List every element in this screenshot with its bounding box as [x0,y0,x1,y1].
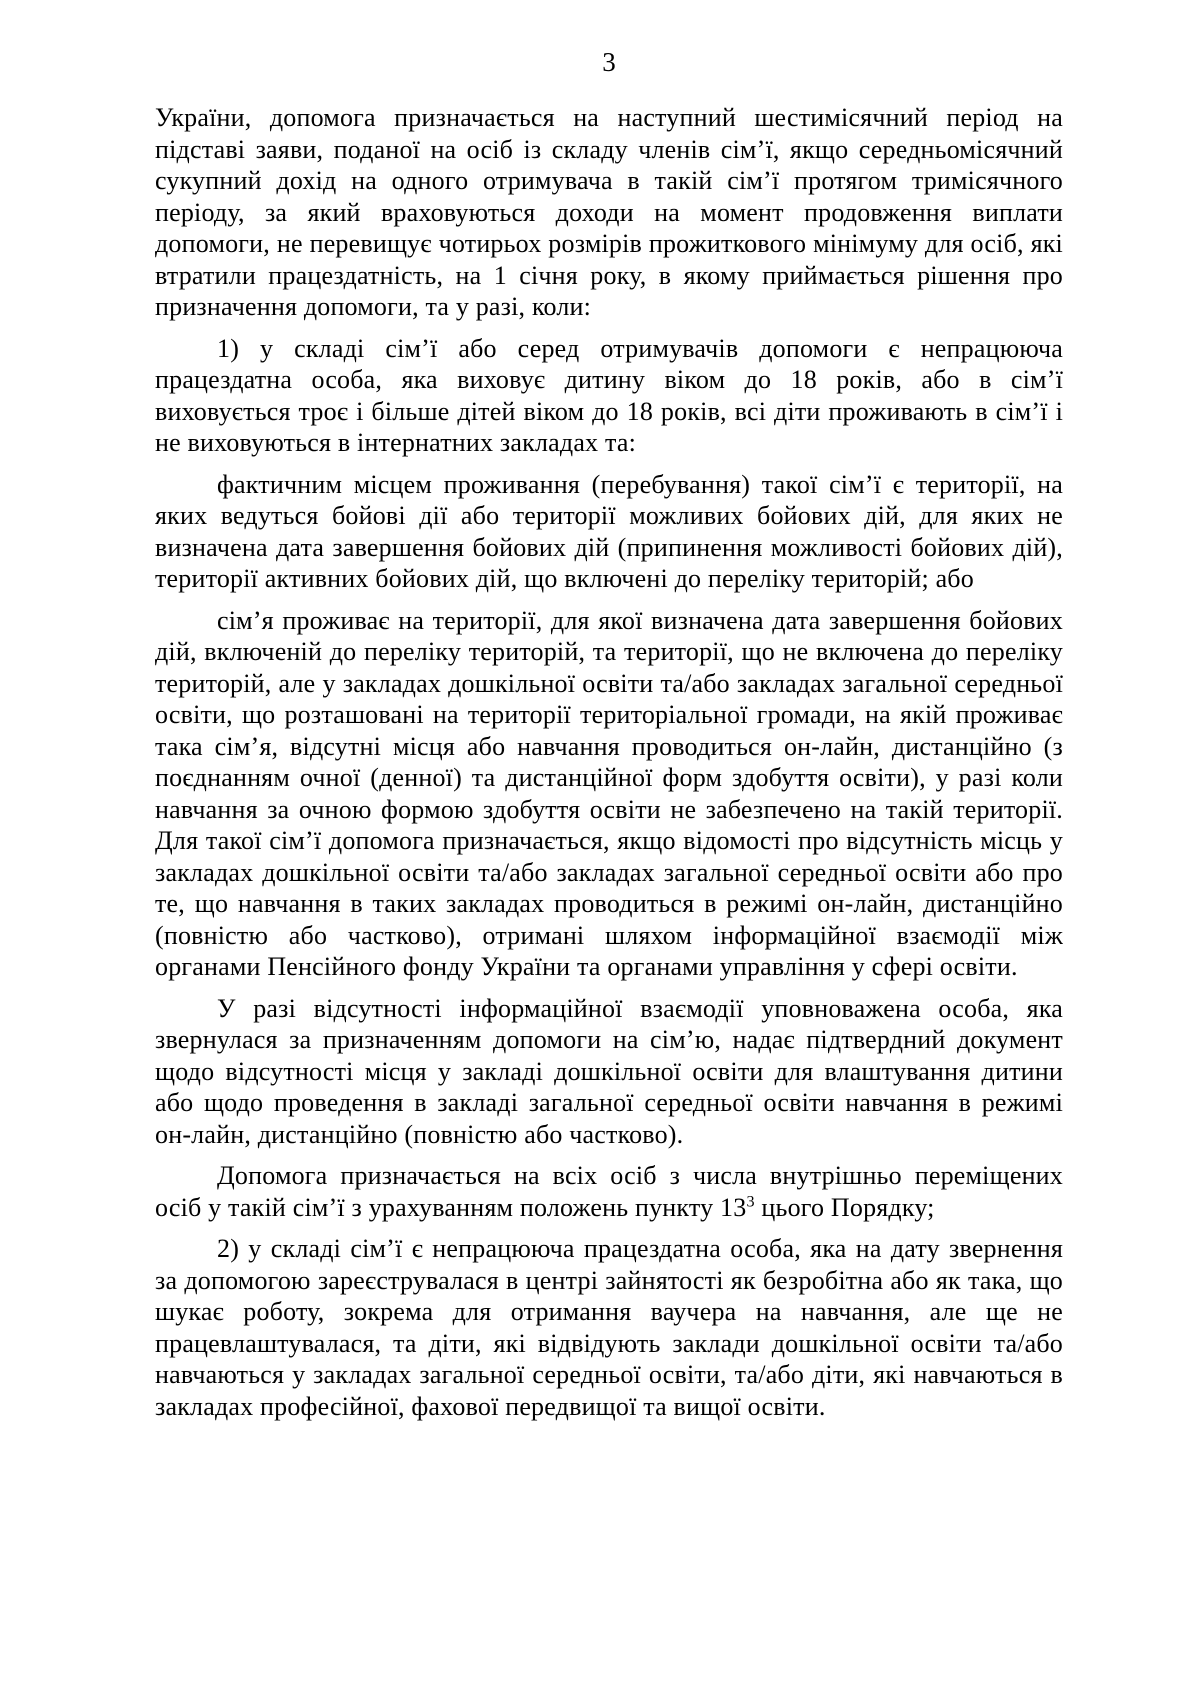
paragraph-actual-residence: фактичним місцем проживання (перебування) такої сім’ї є території, на яких ведуться бойові дії або території можливих бойових дій, для яких не визначена дата завершення бойових дій (припинення можливості бойових дій), території активних бойових дій, що включені до переліку територій; або [155,469,1063,593]
paragraph-item-2: 2) у складі сім’ї є непрацююча працездатна особа, яка на дату звернення за допомогою зареєструвалася в центрі зайнятості як безробітна або як така, що шукає роботу, зокрема для отримання ваучера на навчання, але ще не працевлаштувалася, та діти, які відвідують заклади дошкільної освіти та/або навчаються у закладах загальної середньої освіти, та/або діти, які навчаються в закладах професійної, фахової передвищої та вищої освіти. [155,1234,1063,1421]
paragraph-idp-text-after-superscript: цього Порядку; [754,1192,935,1222]
superscript-footnote-number: 3 [746,1192,755,1210]
paragraph-no-information-exchange: У разі відсутності інформаційної взаємодії уповноважена особа, яка звернулася за призначенням допомоги на сім’ю, надає підтвердний документ щодо відсутності місця у закладі дошкільної освіти для влаштування дитини або щодо проведення в закладі загальної середньої освіти навчання в режимі он-лайн, дистанційно (повністю або частково). [155,993,1063,1149]
paragraph-idp-text-before-superscript: Допомога призначається на всіх осіб з числа внутрішньо переміщених осіб у такій сім’ї з урахуванням положень пункту 13 [155,1161,1063,1222]
paragraph-idp-persons [155,1160,1063,1223]
paragraph-intro: України, допомога призначається на наступний шестимісячний період на підставі заяви, поданої на осіб із складу членів сім’ї, якщо середньомісячний сукупний дохід на одного отримувача в такій сім’ї протягом тримісячного періоду, за який враховуються доходи на момент продовження виплати допомоги, не перевищує чотирьох розмірів прожиткового мінімуму для осіб, які втратили працездатність, на 1 січня року, в якому приймається рішення про призначення допомоги, та у разі, коли: [155,103,1063,321]
paragraph-family-territory: сім’я проживає на території, для якої визначена дата завершення бойових дій, включеній до переліку територій, та території, що не включена до переліку територій, але у закладах дошкільної освіти та/або закладах загальної середньої освіти, що розташовані на території територіальної громади, на якій проживає така сім’я, відсутні місця або навчання проводиться он-лайн, дистанційно (з поєднанням очної (денної) та дистанційної форм здобуття освіти), у разі коли навчання за очною формою здобуття освіти не забезпечено на такій території. Для такої сім’ї допомога призначається, якщо відомості про відсутність місць у закладах дошкільної освіти та/або закладах загальної середньої освіти або про те, що навчання в таких закладах проводиться в режимі он-лайн, дистанційно (повністю або частково), отримані шляхом інформаційної взаємодії між органами Пенсійного фонду України та органами управління у сфері освіти. [155,605,1063,981]
paragraph-item-1: 1) у складі сім’ї або серед отримувачів допомоги є непрацююча працездатна особа, яка виховує дитину віком до 18 років, або в сім’ї виховується троє і більше дітей віком до 18 років, всі діти проживають в сім’ї і не виховуються в інтернатних закладах та: [155,333,1063,457]
page-number: 3 [602,47,616,77]
